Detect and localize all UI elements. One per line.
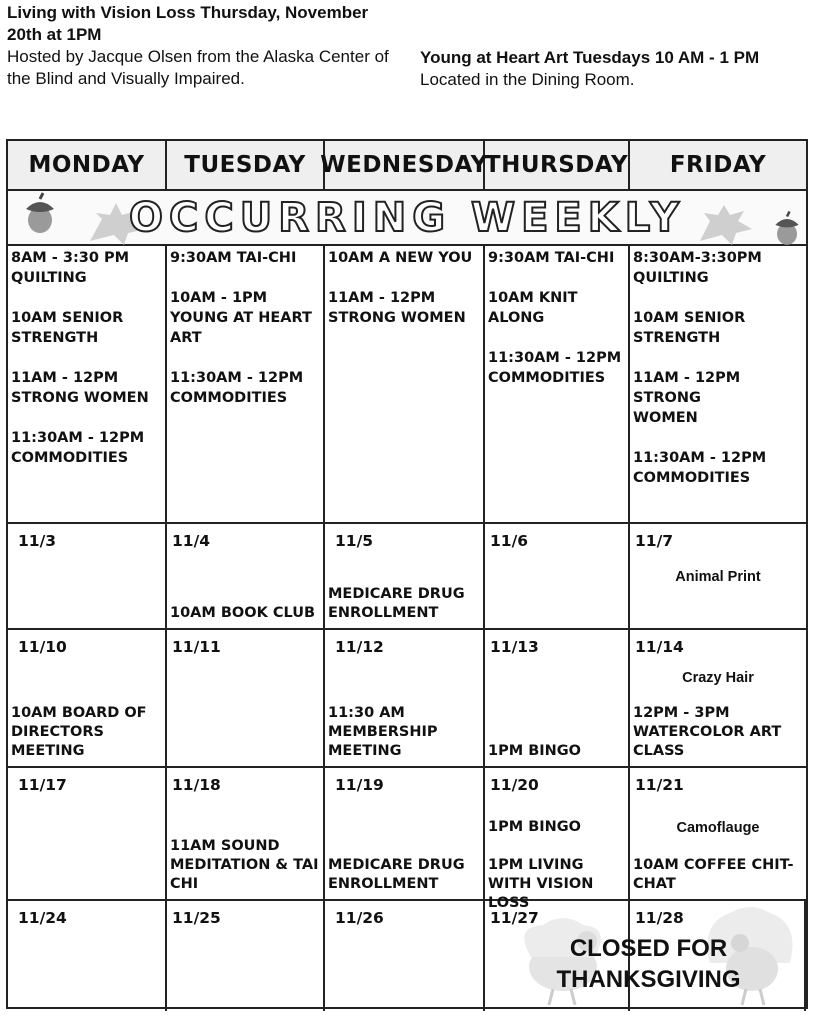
weekly-tuesday: [167, 246, 325, 522]
weekly-activity-line: QUILTING: [11, 270, 87, 286]
header-tuesday: TUESDAY: [167, 141, 325, 189]
date-label: 11/11: [172, 638, 221, 656]
weekly-activity-line: COMMODITIES: [488, 370, 606, 386]
weekly-activity-line: 10AM SENIOR: [11, 310, 124, 326]
week-row-2: [8, 630, 806, 768]
header-monday: MONDAY: [8, 141, 167, 189]
weekly-activity-line: 8:30AM-3:30PM: [633, 250, 762, 266]
date-label: 11/24: [18, 909, 67, 927]
weekly-activity-line: COMMODITIES: [11, 450, 129, 466]
date-label: 11/10: [18, 638, 67, 656]
day-cell: [630, 768, 806, 899]
date-label: 11/25: [172, 909, 221, 927]
closed-line-2: THANKSGIVING: [556, 966, 741, 993]
date-label: 11/7: [635, 532, 674, 550]
event-text: 11:30 AM MEMBERSHIP MEETING: [328, 705, 438, 759]
weekly-activity-line: 10AM - 1PM: [170, 290, 268, 306]
weekly-activity-line: QUILTING: [633, 270, 709, 286]
day-cell: [8, 524, 167, 628]
art-note-title: Young at Heart Art Tuesdays 10 AM - 1 PM: [420, 48, 760, 67]
day-cell: [485, 768, 630, 911]
weekly-activity-line: 11AM - 12PM STRONG: [633, 370, 741, 406]
line-gap: [11, 348, 162, 368]
banner-title: OCCURRING WEEKLY: [129, 195, 685, 241]
weekly-activity-line: 10AM A NEW YOU: [328, 250, 473, 266]
day-cell: [167, 524, 325, 628]
date-label: 11/28: [635, 909, 684, 927]
weekly-activity-line: 9:30AM TAI-CHI: [488, 250, 615, 266]
vision-loss-title: Living with Vision Loss Thursday, November 20th at 1PM: [7, 3, 369, 44]
line-gap: [488, 268, 625, 288]
date-label: 11/26: [335, 909, 384, 927]
weekly-activity-line: ART: [170, 330, 202, 346]
day-cell: [325, 768, 485, 899]
day-cell: [8, 630, 167, 766]
weekly-monday: [8, 246, 167, 522]
date-label: 11/6: [490, 532, 529, 550]
weekly-activity-line: YOUNG AT HEART: [170, 310, 312, 326]
vision-loss-body: Hosted by Jacque Olsen from the Alaska Center of the Blind and Visually Impaired.: [7, 47, 389, 88]
line-gap: [11, 288, 162, 308]
day-cell: [485, 524, 630, 628]
date-label: 11/20: [490, 776, 539, 794]
weekly-activity-line: 10AM SENIOR: [633, 310, 746, 326]
weekly-activity-line: STRONG WOMEN: [11, 390, 149, 406]
header-friday: FRIDAY: [669, 152, 767, 178]
date-label: 11/12: [335, 638, 384, 656]
weekly-activity-line: 8AM - 3:30 PM: [11, 250, 130, 266]
weekly-activity-line: 11AM - 12PM: [328, 290, 436, 306]
header-thursday: THURSDAY: [485, 141, 630, 189]
weekly-thursday: [485, 246, 630, 522]
day-cell: [167, 901, 325, 1011]
header-wednesday: WEDNESDAY: [325, 141, 485, 189]
week-row-1: [8, 524, 806, 630]
date-label: 11/13: [490, 638, 539, 656]
weekly-activity-line: STRONG WOMEN: [328, 310, 466, 326]
event-text: 1PM BINGO: [488, 743, 582, 759]
line-gap: [633, 348, 803, 368]
line-gap: [170, 348, 320, 368]
weekly-activity-line: 11AM - 12PM: [11, 370, 119, 386]
line-gap: [328, 268, 480, 288]
week-row-3: [8, 768, 806, 911]
weekly-activity-line: ALONG: [488, 310, 545, 326]
occurring-weekly-banner: [8, 191, 806, 246]
event-text: MEDICARE DRUG ENROLLMENT: [328, 857, 465, 892]
day-cell: [325, 901, 485, 1011]
weekly-activity-line: STRENGTH: [11, 330, 99, 346]
event-text: 10AM BOOK CLUB: [170, 605, 316, 621]
day-cell: [167, 630, 325, 766]
day-cell: [630, 630, 806, 766]
line-gap: [488, 328, 625, 348]
closed-thanksgiving-label: [491, 933, 806, 995]
art-note-body: Located in the Dining Room.: [420, 70, 635, 89]
weekly-activity-line: 11:30AM - 12PM: [633, 450, 767, 466]
weekly-activity-line: 9:30AM TAI-CHI: [170, 250, 297, 266]
day-cell: [8, 768, 167, 899]
line-gap: [633, 288, 803, 308]
weekly-activity-line: COMMODITIES: [170, 390, 288, 406]
weekly-row: [8, 246, 806, 524]
line-gap: [170, 268, 320, 288]
theme-day-label: Crazy Hair: [682, 670, 754, 686]
date-label: 11/5: [335, 532, 374, 550]
date-label: 11/17: [18, 776, 67, 794]
date-label: 11/14: [635, 638, 684, 656]
weekday-header-row: [8, 141, 806, 191]
day-cell: [325, 630, 485, 766]
event-text: 12PM - 3PM WATERCOLOR ART CLASS: [633, 705, 782, 759]
theme-day-label: Camoflauge: [676, 820, 760, 836]
theme-day-label: Animal Print: [675, 569, 761, 585]
event-text: 1PM BINGO: [488, 819, 582, 835]
date-label: 11/3: [18, 532, 57, 550]
weekly-activity-line: 11:30AM - 12PM: [11, 430, 145, 446]
line-gap: [633, 428, 803, 448]
event-text: 10AM BOARD OF DIRECTORS MEETING: [11, 705, 147, 759]
weekly-activity-line: STRENGTH: [633, 330, 721, 346]
weekly-activity-line: 11:30AM - 12PM: [488, 350, 622, 366]
day-cell: [167, 768, 325, 899]
weekly-activity-line: WOMEN: [633, 410, 698, 426]
day-cell: [630, 524, 806, 628]
event-text: 1PM LIVING WITH VISION LOSS: [488, 857, 594, 911]
weekly-wednesday: [325, 246, 485, 522]
date-label: 11/27: [490, 909, 539, 927]
vision-loss-note: [7, 2, 392, 90]
closed-line-1: CLOSED FOR: [569, 935, 728, 962]
event-text: MEDICARE DRUG ENROLLMENT: [328, 586, 465, 621]
weekly-activity-line: COMMODITIES: [633, 470, 751, 486]
weekly-friday: [630, 246, 806, 522]
line-gap: [11, 408, 162, 428]
weekly-activity-line: 11:30AM - 12PM: [170, 370, 304, 386]
event-text: 11AM SOUND MEDITATION & TAI CHI: [170, 838, 319, 892]
calendar-grid: [6, 139, 808, 1009]
day-cell: [8, 901, 167, 1011]
weekly-activity-line: 10AM KNIT: [488, 290, 578, 306]
day-cell: [325, 524, 485, 628]
date-label: 11/4: [172, 532, 211, 550]
date-label: 11/19: [335, 776, 384, 794]
event-text: 10AM COFFEE CHIT-CHAT: [633, 857, 794, 892]
date-label: 11/21: [635, 776, 684, 794]
day-cell: [485, 630, 630, 766]
week-row-4: [8, 901, 806, 1011]
art-note: [420, 47, 810, 91]
date-label: 11/18: [172, 776, 221, 794]
